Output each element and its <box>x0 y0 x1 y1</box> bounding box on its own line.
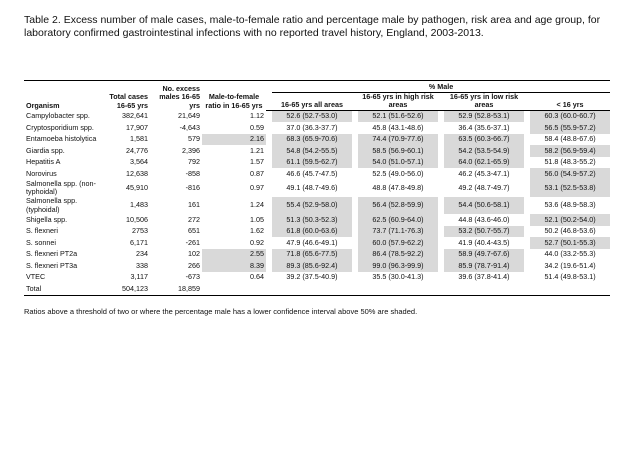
excess-cell: 266 <box>188 260 200 270</box>
under16-cell: 50.2 (46.8-53.6) <box>544 226 596 236</box>
high-risk-cell: 99.0 (96.3-99.9) <box>358 260 438 272</box>
all-areas-cell: 51.3 (50.3-52.3) <box>272 214 352 226</box>
under16-cell: 44.0 (33.2-55.3) <box>544 249 596 259</box>
low-risk-cell: 63.5 (60.3-66.7) <box>444 134 524 146</box>
under16-cell <box>530 283 610 295</box>
table-row <box>24 134 610 146</box>
excess-cell: 651 <box>188 226 200 236</box>
high-risk-cell: 60.0 (57.9-62.2) <box>358 237 438 249</box>
low-risk-cell: 54.2 (53.5-54.9) <box>444 145 524 157</box>
table-row <box>24 180 610 197</box>
total-cell: 1,581 <box>130 134 148 144</box>
high-risk-cell: 52.1 (51.6-52.6) <box>358 110 438 122</box>
table-row <box>24 283 610 295</box>
all-areas-cell <box>272 283 352 295</box>
all-areas-cell: 68.3 (65.9-70.6) <box>272 134 352 146</box>
under16-cell: 52.1 (50.2-54.0) <box>530 214 610 226</box>
low-risk-cell: 41.9 (40.4-43.5) <box>458 237 510 247</box>
high-risk-cell: 73.7 (71.1-76.3) <box>358 226 438 238</box>
low-risk-cell: 64.0 (62.1-65.9) <box>444 157 524 169</box>
table-row <box>24 157 610 169</box>
organism-cell: VTEC <box>26 272 46 282</box>
all-areas-cell: 54.8 (54.2-55.5) <box>272 145 352 157</box>
under16-cell: 58.2 (56.9-59.4) <box>530 145 610 157</box>
under16-cell: 53.1 (52.5-53.8) <box>530 180 610 197</box>
all-areas-cell: 55.4 (52.9-58.0) <box>272 197 352 214</box>
table-row <box>24 249 610 261</box>
total-cell: 10,506 <box>126 214 148 224</box>
table-caption: Table 2. Excess number of male cases, male-to-female ratio and percentage male by pathogen, risk area and age group, for laboratory confirmed gastrointestinal infections with no reported travel history, England, 2003-2013. <box>24 14 601 39</box>
organism-cell: S. sonnei <box>26 237 56 247</box>
excess-cell: -858 <box>185 168 200 178</box>
low-risk-cell: 49.2 (48.7-49.7) <box>458 183 510 193</box>
under16-cell: 52.7 (50.1-55.3) <box>530 237 610 249</box>
table-row <box>24 272 610 284</box>
organism-cell: Hepatitis A <box>26 157 61 167</box>
organism-cell: Norovirus <box>26 168 57 178</box>
excess-cell: 102 <box>188 249 200 259</box>
total-cell: 504,123 <box>106 283 150 295</box>
ratio-cell: 8.39 <box>202 260 266 272</box>
header-under16: < 16 yrs <box>530 92 610 110</box>
header-total-cases: Total cases 16-65 yrs <box>106 81 150 111</box>
ratio-cell: 1.12 <box>250 110 264 120</box>
under16-cell: 51.8 (48.3-55.2) <box>544 157 596 167</box>
organism-cell: Salmonella spp. (non-typhoidal) <box>26 178 96 197</box>
total-cell: 45,910 <box>126 183 148 193</box>
total-cell: 3,564 <box>130 157 148 167</box>
high-risk-cell: 58.5 (56.9-60.1) <box>358 145 438 157</box>
low-risk-cell: 36.4 (35.6-37.1) <box>458 122 510 132</box>
ratio-cell: 1.24 <box>250 200 264 210</box>
high-risk-cell: 48.8 (47.8-49.8) <box>372 183 424 193</box>
excess-cell: -673 <box>185 272 200 282</box>
low-risk-cell <box>444 283 524 295</box>
table-row <box>24 214 610 226</box>
table-row <box>24 226 610 238</box>
high-risk-cell: 54.0 (51.0-57.1) <box>358 157 438 169</box>
excess-cell: 579 <box>188 134 200 144</box>
under16-cell: 51.4 (49.8-53.1) <box>544 272 596 282</box>
total-cell: 3,117 <box>130 272 148 282</box>
organism-cell: Giardia spp. <box>26 145 65 155</box>
ratio-cell: 0.59 <box>250 122 264 132</box>
under16-cell: 60.3 (60.0-60.7) <box>530 110 610 122</box>
table-row <box>24 260 610 272</box>
header-high-risk: 16-65 yrs in high risk areas <box>358 92 438 110</box>
ratio-cell: 0.64 <box>250 272 264 282</box>
excess-cell: 792 <box>188 157 200 167</box>
total-cell: 2753 <box>132 226 148 236</box>
under16-cell: 56.0 (54.9-57.2) <box>530 168 610 180</box>
ratio-cell: 1.21 <box>250 145 264 155</box>
ratio-cell: 1.05 <box>250 214 264 224</box>
low-risk-cell: 54.4 (50.6-58.1) <box>444 197 524 214</box>
all-areas-cell: 61.8 (60.0-63.6) <box>272 226 352 238</box>
total-cell: 17,907 <box>126 122 148 132</box>
total-cell: 338 <box>136 260 148 270</box>
organism-cell: S. flexneri PT2a <box>26 249 78 259</box>
ratio-cell: 2.55 <box>202 249 266 261</box>
all-areas-cell: 46.6 (45.7-47.5) <box>286 168 338 178</box>
organism-cell: Cryptosporidium spp. <box>26 122 94 132</box>
all-areas-cell: 52.6 (52.7-53.0) <box>272 110 352 122</box>
table-row <box>24 197 610 214</box>
low-risk-cell: 44.8 (43.6-46.0) <box>458 214 510 224</box>
excess-cell: 2,396 <box>182 145 200 155</box>
excess-cell: -4,643 <box>179 122 200 132</box>
excess-cell: -816 <box>185 183 200 193</box>
high-risk-cell: 52.5 (49.0-56.0) <box>372 168 424 178</box>
organism-cell: Total <box>24 283 106 295</box>
all-areas-cell: 39.2 (37.5-40.9) <box>286 272 338 282</box>
total-cell: 1,483 <box>130 200 148 210</box>
data-table <box>24 80 610 296</box>
total-cell: 382,641 <box>122 110 148 120</box>
header-low-risk: 16-65 yrs in low risk areas <box>444 92 524 110</box>
organism-cell: Shigella spp. <box>26 214 68 224</box>
excess-cell: 21,649 <box>178 110 200 120</box>
low-risk-cell: 39.6 (37.8-41.4) <box>458 272 510 282</box>
ratio-cell: 0.92 <box>250 237 264 247</box>
organism-cell: Entamoeba histolytica <box>26 134 97 144</box>
table-row <box>24 237 610 249</box>
header-organism: Organism <box>24 81 106 111</box>
ratio-cell: 1.57 <box>250 157 264 167</box>
high-risk-cell: 45.8 (43.1-48.6) <box>372 122 424 132</box>
table-row <box>24 122 610 134</box>
total-cell: 6,171 <box>130 237 148 247</box>
low-risk-cell: 85.9 (78.7-91.4) <box>444 260 524 272</box>
under16-cell: 56.5 (55.9-57.2) <box>530 122 610 134</box>
excess-cell: 161 <box>188 200 200 210</box>
all-areas-cell: 89.3 (85.6-92.4) <box>272 260 352 272</box>
ratio-cell: 0.97 <box>250 183 264 193</box>
under16-cell: 34.2 (19.6-51.4) <box>544 260 596 270</box>
organism-cell: Salmonella spp. (typhoidal) <box>26 195 78 214</box>
table-row <box>24 168 610 180</box>
total-cell: 24,776 <box>126 145 148 155</box>
low-risk-cell: 52.9 (52.8-53.1) <box>444 110 524 122</box>
all-areas-cell: 61.1 (59.5-62.7) <box>272 157 352 169</box>
organism-cell: S. flexneri PT3a <box>26 260 78 270</box>
excess-cell: -261 <box>185 237 200 247</box>
organism-cell: S. flexneri <box>26 226 58 236</box>
header-pct-male: % Male <box>272 81 610 93</box>
high-risk-cell: 62.5 (60.9-64.0) <box>358 214 438 226</box>
under16-cell: 53.6 (48.9-58.3) <box>544 200 596 210</box>
total-cell: 12,638 <box>126 168 148 178</box>
ratio-cell: 1.62 <box>250 226 264 236</box>
all-areas-cell: 49.1 (48.7-49.6) <box>286 183 338 193</box>
all-areas-cell: 37.0 (36.3-37.7) <box>286 122 338 132</box>
table-row <box>24 110 610 122</box>
under16-cell: 58.4 (48.8-67.6) <box>544 134 596 144</box>
high-risk-cell: 35.5 (30.0-41.3) <box>372 272 424 282</box>
all-areas-cell: 47.9 (46.6-49.1) <box>286 237 338 247</box>
high-risk-cell: 86.4 (78.5-92.2) <box>358 249 438 261</box>
low-risk-cell: 58.9 (49.7-67.6) <box>444 249 524 261</box>
total-cell: 234 <box>136 249 148 259</box>
header-all-areas: 16-65 yrs all areas <box>272 92 352 110</box>
header-ratio: Male-to-female ratio in 16-65 yrs <box>202 81 266 111</box>
table-row <box>24 145 610 157</box>
high-risk-cell: 74.4 (70.9-77.6) <box>358 134 438 146</box>
low-risk-cell: 46.2 (45.3-47.1) <box>458 168 510 178</box>
ratio-cell <box>202 283 266 295</box>
ratio-cell: 2.16 <box>202 134 266 146</box>
high-risk-cell <box>358 283 438 295</box>
excess-cell: 272 <box>188 214 200 224</box>
header-excess-males: No. excess males 16-65 yrs <box>150 81 202 111</box>
ratio-cell: 0.87 <box>250 168 264 178</box>
low-risk-cell: 53.2 (50.7-55.7) <box>444 226 524 238</box>
footnote: Ratios above a threshold of two or where the percentage male has a lower confidence interval above 50% are shaded. <box>24 307 418 316</box>
high-risk-cell: 56.4 (52.8-59.9) <box>358 197 438 214</box>
organism-cell: Campylobacter spp. <box>26 110 90 120</box>
all-areas-cell: 71.8 (65.6-77.5) <box>272 249 352 261</box>
excess-cell: 18,859 <box>150 283 202 295</box>
